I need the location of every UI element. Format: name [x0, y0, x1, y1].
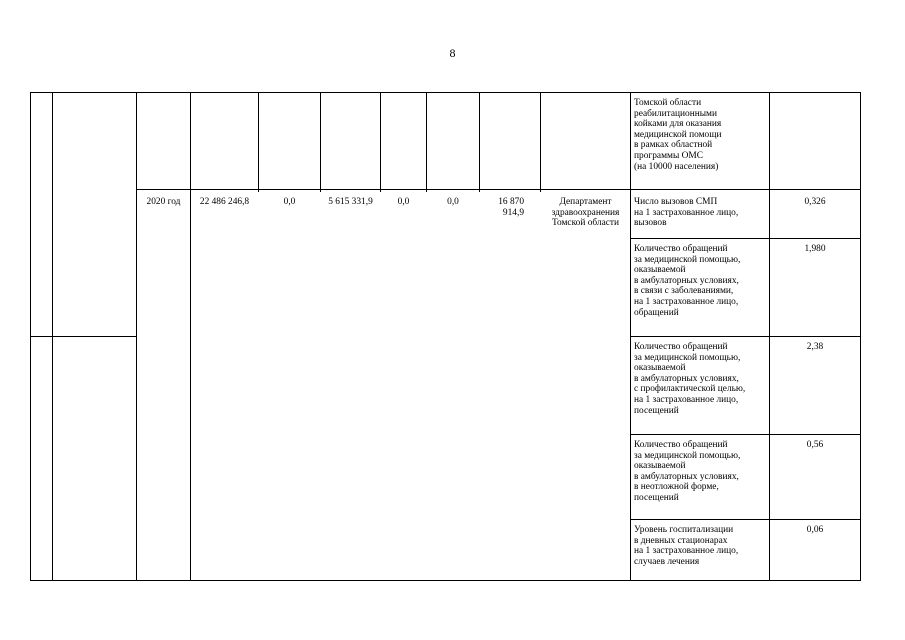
row-divider — [30, 336, 136, 337]
row-divider — [630, 519, 860, 520]
local-budget-cell: 0,0 — [397, 197, 410, 207]
col-divider — [258, 92, 259, 192]
indicator-name: Количество обращений за медицинской помощью, оказываемой в амбулаторных условиях, в неотложной форме, посещений — [634, 440, 741, 503]
row-divider — [630, 434, 860, 435]
row-divider — [136, 189, 860, 190]
col-divider — [479, 92, 480, 192]
indicator-value: 0,326 — [804, 197, 826, 207]
page-number: 8 — [449, 46, 456, 60]
col-divider — [190, 92, 191, 581]
col-divider — [426, 92, 427, 192]
other-sources-cell: 0,0 — [447, 197, 459, 207]
col-divider — [320, 92, 321, 192]
col-divider — [380, 92, 381, 192]
table-right-border — [860, 92, 861, 581]
indicator-name-continued: Томской области реабилитационными койками для оказания медицинской помощи в рамках областной программы ОМС (на 10000 населения) — [634, 98, 722, 172]
indicator-name: Число вызовов СМП на 1 застрахованное лицо, вызовов — [634, 197, 739, 229]
col-divider — [540, 92, 541, 192]
indicator-value: 2,38 — [806, 342, 824, 352]
oms-funds-cell: 16 870 914,9 — [498, 197, 524, 218]
indicator-name: Количество обращений за медицинской помощью, оказываемой в амбулаторных условиях, в связи с заболеваниями, на 1 застрахованное лицо, обращений — [634, 244, 741, 318]
year-cell: 2020 год — [146, 197, 181, 207]
federal-budget-cell: 0,0 — [283, 197, 296, 207]
executor-cell: Департамент здравоохранения Томской области — [551, 197, 620, 229]
table-top-border — [30, 92, 860, 93]
table-bottom-border — [30, 580, 860, 581]
row-divider — [630, 238, 860, 239]
indicator-name: Количество обращений за медицинской помощью, оказываемой в амбулаторных условиях, с профилактической целью, на 1 застрахованное лицо, посещений — [634, 342, 746, 416]
total-cell: 22 486 246,8 — [199, 197, 250, 207]
row-divider — [630, 336, 860, 337]
indicator-name: Уровень госпитализации в дневных стационарах на 1 застрахованное лицо, случаев лечения — [634, 525, 739, 567]
indicator-value: 0,56 — [806, 440, 824, 450]
regional-budget-cell: 5 615 331,9 — [328, 197, 373, 207]
indicator-value: 1,980 — [804, 244, 826, 254]
indicator-value: 0,06 — [806, 525, 824, 535]
col-divider — [136, 92, 137, 581]
